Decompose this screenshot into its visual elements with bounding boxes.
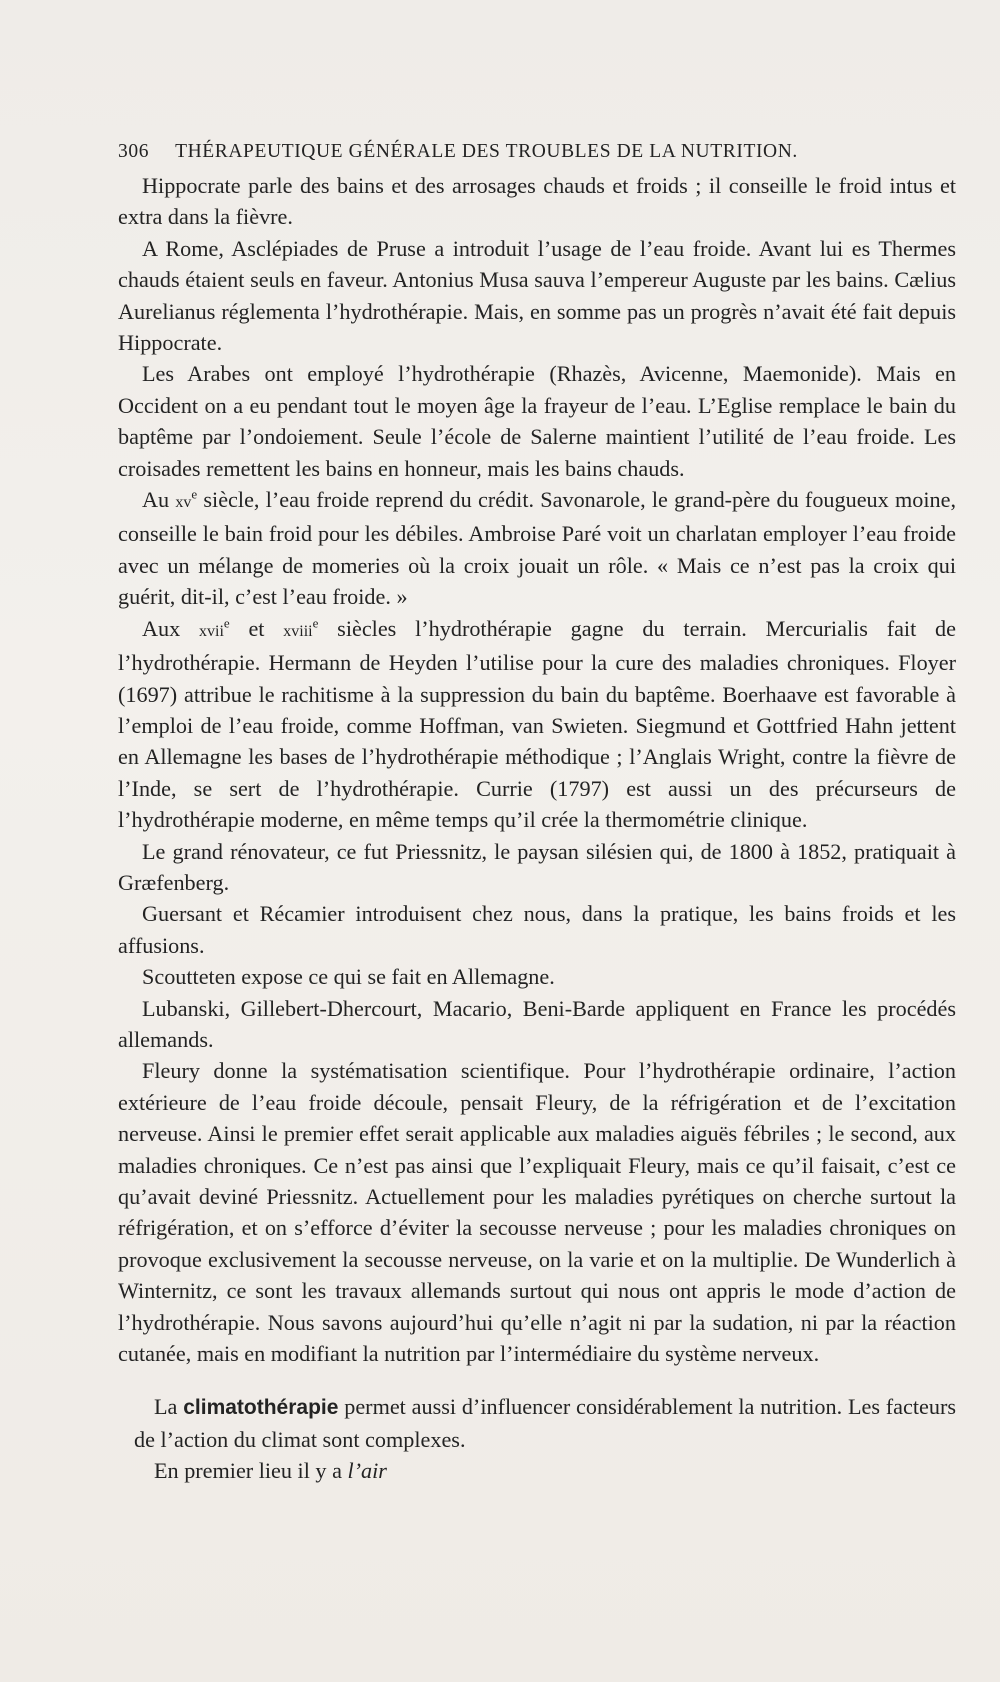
paragraph-scoutteten: Scoutteten expose ce qui se fait en Allemagne. (142, 964, 555, 990)
text-fragment: Aux (142, 615, 199, 641)
paragraph-arabes: Les Arabes ont employé l’hydrothérapie (Rhazès, Avicenne, Maemonide). Mais en Occident on a eu pendant tout le moyen âge la frayeur de l’eau. L’Eglise remplace le bain du baptême par l’ondoiement. Seule l’école de Salerne maintient l’utilité de l’eau froide. Les croisades remettent les bains en honneur, mais les bains chauds. (118, 361, 956, 481)
century-numeral: xv (175, 494, 192, 512)
text-fragment: et (229, 615, 284, 641)
text-fragment: permet aussi d’influencer considérablement la nutrition. Les facteurs de l’action du climat sont complexes. (134, 1394, 956, 1452)
text-fragment: siècles l’hydrothérapie gagne du terrain. Mercurialis fait de l’hydrothérapie. Hermann de Heyden l’utilise pour la cure des maladies chroniques. Floyer (1697) attribue le rachitisme à la suppression du bain du baptême. Boerhaave est favorable à l’emploi de l’eau froide, comme Hoffman, van Swieten. Siegmund et Gottfried Hahn jettent en Allemagne les bases de l’hydrothérapie méthodique ; l’Anglais Wright, contre la fièvre de l’Inde, se sert de l’hydrothérapie. Currie (1797) est aussi un des précurseurs de l’hydrothérapie moderne, en même temps qu’il crée la thermométrie clinique. (118, 615, 956, 833)
running-header (118, 141, 898, 163)
text-fragment: siècle, l’eau froide reprend du crédit. Savonarole, le grand-père du fougueux moine, conseille le bain froid pour les débiles. Ambroise Paré voit un charlatan employer l’eau froide avec un mélange de momeries où la croix jouait un rôle. « Mais ce n’est pas la croix qui guérit, dit-il, c’est l’eau froide. » (118, 487, 956, 610)
paragraph-air (118, 1455, 956, 1486)
century-numeral: xviii (283, 622, 313, 640)
paragraph-fleury: Fleury donne la systématisation scientifique. Pour l’hydrothérapie ordinaire, l’action extérieure de l’eau froide découle, pensait Fleury, de la réfrigération et de l’excitation nerveuse. Ainsi le premier effet serait applicable aux maladies aiguës fébriles ; le second, aux maladies chroniques. Ce n’est pas ainsi que l’expliquait Fleury, mais ce qu’il faisait, c’est ce qu’avait deviné Priessnitz. Actuellement pour les maladies pyrétiques on cherche surtout la réfrigération, et on s’efforce d’éviter la secousse nerveuse ; pour les maladies chroniques on provoque exclusivement la secousse nerveuse, on la varie et on la multiplie. De Wunderlich à Winternitz, ce sont les travaux allemands surtout qui nous ont appris le mode d’action de l’hydrothérapie. Nous savons aujourd’hui qu’elle n’agit ni par la sudation, ni par la réaction cutanée, mais en modifiant la nutrition par l’intermédiaire du système nerveux. (118, 1058, 956, 1367)
text-fragment: La (154, 1394, 184, 1420)
bold-term: climatothérapie (183, 1396, 339, 1420)
paragraph-lubanski: Lubanski, Gillebert-Dhercourt, Macario, Beni-Barde appliquent en France les procédés allemands. (118, 995, 956, 1052)
text-fragment: Au (142, 487, 176, 513)
paragraph-hippocrate: Hippocrate parle des bains et des arrosages chauds et froids ; il conseille le froid intus et extra dans la fièvre. (118, 173, 956, 230)
paragraph-priessnitz: Le grand rénovateur, ce fut Priessnitz, le paysan silésien qui, de 1800 à 1852, pratiquait à Græfenberg. (118, 838, 956, 895)
paragraph-climatotherapie (118, 1391, 956, 1455)
paragraph-rome: A Rome, Asclépiades de Pruse a introduit l’usage de l’eau froide. Avant lui es Thermes chauds étaient seuls en faveur. Antonius Musa sauva l’empereur Auguste par les bains. Cælius Aurelianus réglementa l’hydrothérapie. Mais, en somme pas un progrès n’avait été fait depuis Hippocrate. (118, 235, 956, 356)
text-fragment: En premier lieu il y a (154, 1458, 348, 1484)
century-numeral: xvii (199, 622, 224, 640)
section-gap (118, 1369, 956, 1391)
superscript: e (312, 615, 319, 631)
italic-term: l’air (347, 1458, 387, 1484)
superscript: e (191, 486, 198, 502)
running-title: THÉRAPEUTIQUE GÉNÉRALE DES TROUBLES DE LA NUTRITION. (175, 141, 798, 162)
paragraph-guersant: Guersant et Récamier introduisent chez nous, dans la pratique, les bains froids et les affusions. (118, 901, 956, 958)
paragraph-xvii-xviii-siecles (118, 613, 956, 836)
body-text (118, 170, 956, 1487)
paragraph-xv-siecle (118, 484, 956, 613)
superscript: e (223, 615, 230, 631)
page-number: 306 (118, 141, 150, 162)
